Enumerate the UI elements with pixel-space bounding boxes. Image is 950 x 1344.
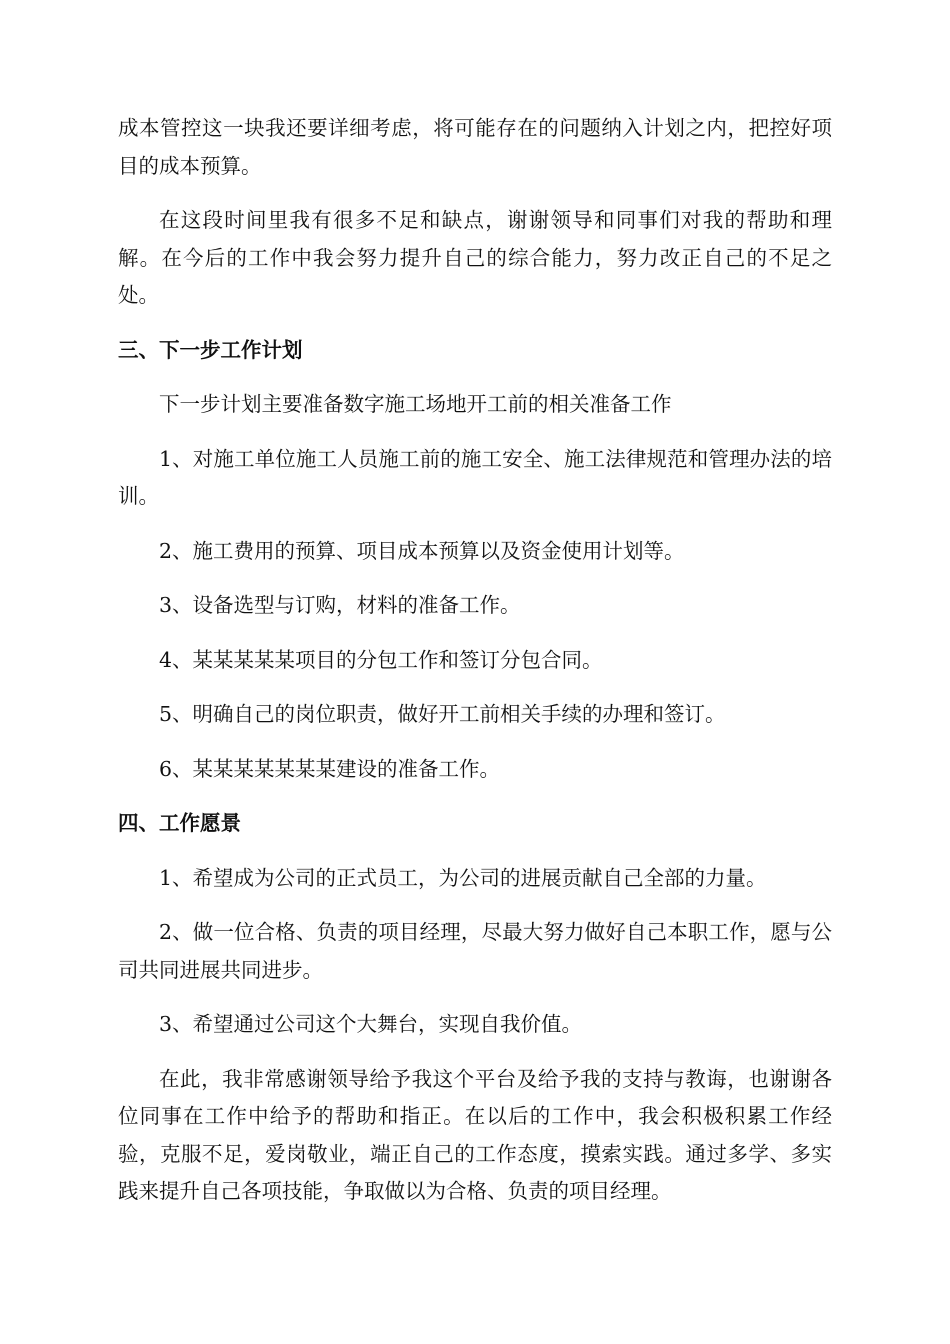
section-heading-work-vision: 四、工作愿景 [118, 811, 241, 835]
plan-item-6: 6、某某某某某某某建设的准备工作。 [159, 756, 501, 781]
vision-item-3: 3、希望通过公司这个大舞台，实现自我价值。 [159, 1012, 583, 1036]
plan-item-4: 4、某某某某某项目的分包工作和签订分包合同。 [159, 647, 603, 672]
plan-item-5: 5、明确自己的岗位职责，做好开工前相关手续的办理和签订。 [159, 702, 726, 726]
vision-item-2: 2、做一位合格、负责的项目经理，尽最大努力做好自己本职工作，愿与公司共同进展共同进步。 [118, 920, 832, 982]
document-page [118, 110, 832, 1211]
plan-item-3: 3、设备选型与订购，材料的准备工作。 [159, 593, 521, 617]
vision-item-1: 1、希望成为公司的正式员工，为公司的进展贡献自己全部的力量。 [159, 865, 767, 890]
paragraph-cost-control: 成本管控这一块我还要详细考虑，将可能存在的问题纳入计划之内，把控好项目的成本预算。 [118, 116, 832, 178]
paragraph-closing-thanks: 在此，我非常感谢领导给予我这个平台及给予我的支持与教诲，也谢谢各位同事在工作中给予的帮助和指正。在以后的工作中，我会积极积累工作经验，克服不足，爱岗敬业，端正自己的工作态度，摸索实践。通过多学、多实践来提升自己各项技能，争取做以为合格、负责的项目经理。 [118, 1066, 832, 1203]
section-heading-next-plan: 三、下一步工作计划 [118, 337, 303, 362]
paragraph-plan-intro: 下一步计划主要准备数字施工场地开工前的相关准备工作 [159, 392, 672, 416]
paragraph-shortcomings: 在这段时间里我有很多不足和缺点，谢谢领导和同事们对我的帮助和理解。在今后的工作中我会努力提升自己的综合能力，努力改正自己的不足之处。 [118, 208, 832, 307]
plan-item-1: 1、对施工单位施工人员施工前的施工安全、施工法律规范和管理办法的培训。 [118, 446, 832, 508]
plan-item-2: 2、施工费用的预算、项目成本预算以及资金使用计划等。 [159, 538, 685, 563]
